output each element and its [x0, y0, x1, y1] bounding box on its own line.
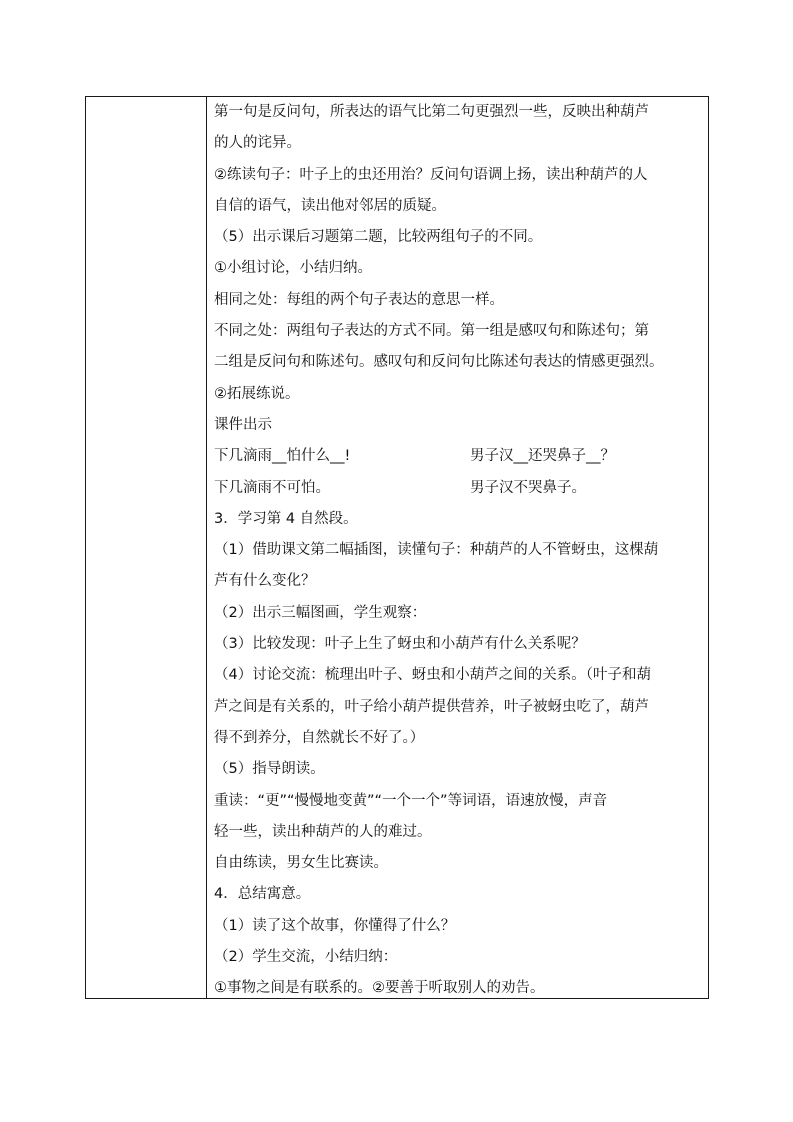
- sentence-pair-row: [214, 473, 706, 504]
- sentence-pair-row: [214, 441, 706, 472]
- text-line: ①小组讨论，小结归纳。: [214, 260, 372, 277]
- text-line: 得不到养分，自然就长不好了。）: [214, 729, 425, 746]
- text-line: 相同之处：每组的两个句子表达的意思一样。: [214, 291, 504, 308]
- text-line: （2）出示三幅图画，学生观察：: [214, 604, 427, 621]
- text-line: 重读：“更”“慢慢地变黄”“一个一个”等词语，语速放慢，声音: [214, 792, 608, 809]
- text-line: 芦有什么变化？: [214, 573, 316, 590]
- sentence-pair-right: 男子汉不哭鼻子。: [470, 479, 586, 496]
- text-line: （5）指导朗读。: [214, 761, 325, 778]
- text-line: ②拓展练说。: [214, 385, 300, 402]
- text-line: （3）比较发现：叶子上生了蚜虫和小葫芦有什么关系呢？: [214, 636, 586, 653]
- sentence-pair-right: 男子汉__还哭鼻子__？: [470, 448, 615, 465]
- text-line: 自信的语气，读出他对邻居的质疑。: [214, 197, 446, 214]
- text-line: ②练读句子：叶子上的虫还用治？反问句语调上扬，读出种葫芦的人: [214, 166, 648, 183]
- text-line: （1）读了这个故事，你懂得了什么？: [214, 917, 456, 934]
- sentence-pair-left: 下几滴雨不可怕。: [214, 479, 330, 496]
- text-line: 二组是反问句和陈述句。感叹句和反问句比陈述句表达的情感更强烈。: [214, 354, 664, 371]
- text-line: 课件出示: [214, 416, 272, 433]
- text-line: ①事物之间是有联系的。②要善于听取别人的劝告。: [214, 980, 545, 997]
- text-line: 3．学习第 4 自然段。: [214, 510, 358, 527]
- text-line: 的人的诧异。: [214, 135, 301, 152]
- text-line: 自由练读，男女生比赛读。: [214, 855, 388, 872]
- table-left-column: [86, 97, 207, 998]
- text-line: 轻一些，读出种葫芦的人的难过。: [214, 823, 432, 840]
- text-line: 不同之处：两组句子表达的方式不同。第一组是感叹句和陈述句；第: [214, 323, 649, 340]
- text-line: （1）借助课文第二幅插图，读懂句子：种葫芦的人不管蚜虫，这棵葫: [214, 542, 659, 559]
- text-line: 4．总结寓意。: [214, 886, 311, 903]
- text-line: （5）出示课后习题第二题，比较两组句子的不同。: [214, 229, 543, 246]
- text-line: （2）学生交流，小结归纳：: [214, 949, 398, 966]
- table-content-cell: [214, 97, 706, 1005]
- text-line: 芦之间是有关系的，叶子给小葫芦提供营养，叶子被蚜虫吃了，葫芦: [214, 698, 649, 715]
- text-line: 第一句是反问句，所表达的语气比第二句更强烈一些，反映出种葫芦: [214, 104, 649, 120]
- lesson-plan-table: [85, 96, 709, 999]
- text-line: （4）讨论交流：梳理出叶子、蚜虫和小葫芦之间的关系。（叶子和葫: [214, 667, 651, 684]
- sentence-pair-left: 下几滴雨__怕什么__!: [214, 448, 351, 465]
